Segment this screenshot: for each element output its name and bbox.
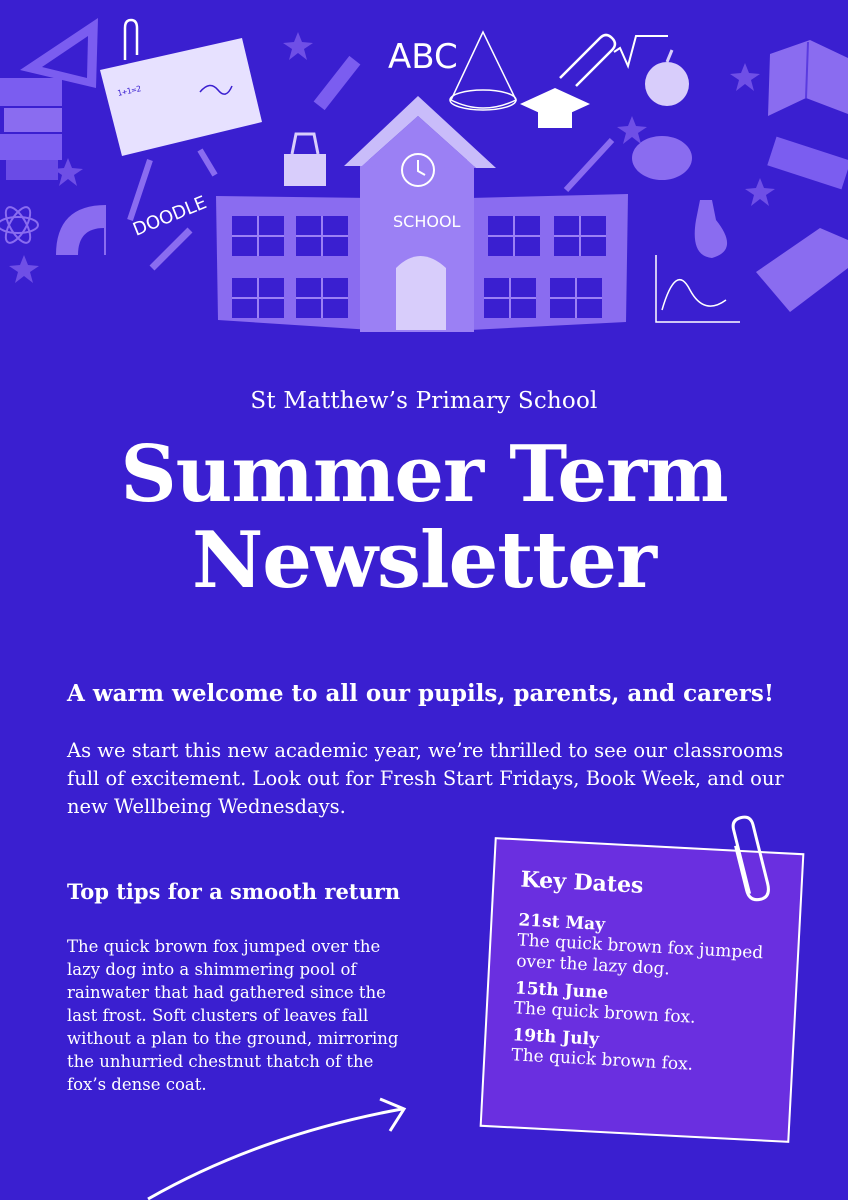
paperclip-icon — [125, 20, 137, 60]
sqrt-icon — [614, 36, 668, 66]
whiteboard-icon — [100, 38, 262, 220]
key-date-item — [513, 978, 769, 1032]
graduation-cap-icon — [520, 88, 590, 128]
key-dates-title: Key Dates — [519, 866, 645, 899]
welcome-heading: A warm welcome to all our pupils, parents, and carers! — [67, 680, 774, 707]
school-name: St Matthew’s Primary School — [250, 388, 598, 414]
whiteboard-formula: 1+1=2 — [116, 84, 142, 98]
flask-icon — [695, 200, 727, 258]
key-date-date: 21st May — [517, 910, 606, 935]
ruler-icon — [767, 137, 848, 190]
graph-icon — [656, 255, 740, 322]
set-square-icon — [20, 18, 98, 88]
school-illustration — [0, 0, 848, 360]
apple-icon — [645, 50, 689, 106]
key-date-text: The quick brown fox. — [513, 998, 697, 1028]
notebook-icon — [756, 228, 848, 312]
key-date-item — [511, 1025, 767, 1079]
arrow-icon — [140, 1095, 430, 1200]
key-date-text: The quick brown fox jumped over the lazy dog. — [515, 930, 764, 980]
page-title — [0, 429, 848, 606]
school-sign: SCHOOL — [393, 212, 461, 231]
title-line-2: Newsletter — [191, 515, 657, 606]
paintbrush-icon — [566, 140, 612, 190]
pencil-icon — [152, 230, 190, 268]
key-date-date: 15th June — [514, 978, 609, 1004]
cone-icon — [450, 32, 516, 110]
key-date-text: The quick brown fox. — [510, 1045, 694, 1075]
paperclip-icon — [728, 812, 778, 912]
open-book-icon — [768, 40, 848, 116]
welcome-body: As we start this new academic year, we’re thrilled to see our classrooms full of excitement. Look out for Fresh Start Fridays, Book Week, and our new Wellbeing Wednesdays. — [67, 739, 784, 818]
doodle-label: DOODLE — [130, 192, 210, 241]
tips-heading: Top tips for a smooth return — [67, 879, 401, 904]
binder-clip-icon — [284, 134, 326, 186]
key-date-item — [516, 910, 773, 985]
atom-icon — [0, 204, 38, 247]
protractor-icon — [56, 205, 106, 255]
school-building-icon — [216, 96, 628, 332]
title-line-1: Summer Term — [120, 429, 728, 520]
paperclip-icon — [560, 35, 615, 86]
tips-body: The quick brown fox jumped over the lazy dog into a shimmering pool of rainwater that had gathered since the last frost. Soft clusters of leaves fall without a plan to the ground, mirroring the unhurried chestnut thatch of the fox’s dense coat. — [67, 937, 399, 1094]
books-icon — [0, 78, 62, 180]
key-date-date: 19th July — [511, 1025, 600, 1050]
abc-label: ABC — [388, 37, 458, 77]
palette-icon — [632, 136, 692, 180]
pencil-icon — [314, 56, 361, 110]
